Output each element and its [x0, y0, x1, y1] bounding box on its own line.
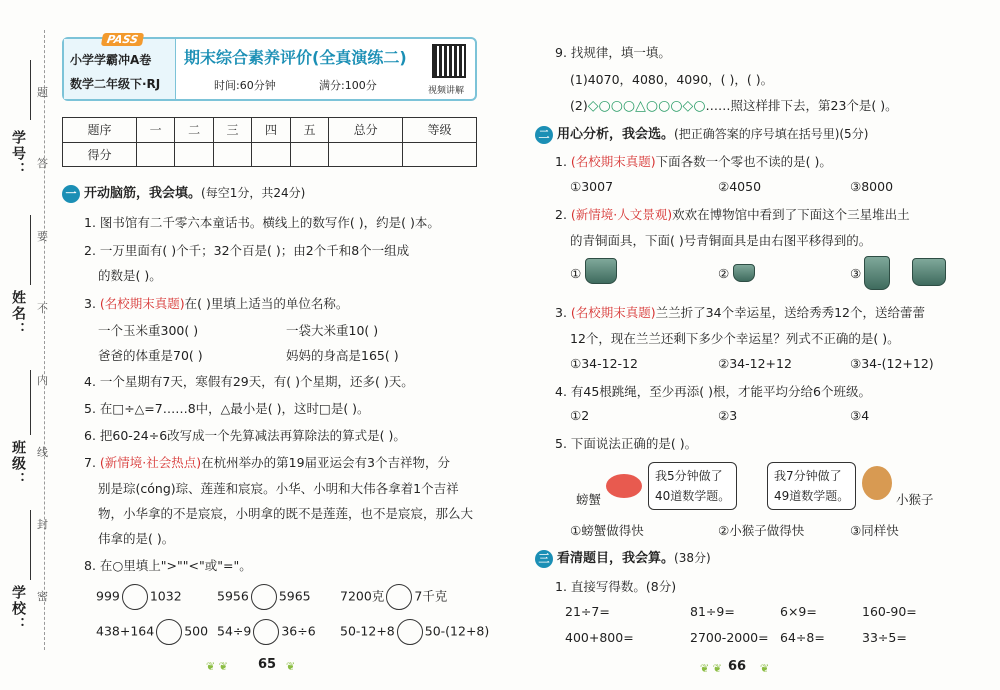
- score-input-cell[interactable]: [252, 142, 290, 167]
- choice-question-3: 3. (名校期末真题)兰兰折了34个幸运星，送给秀秀12个，送给蕾蕾: [555, 305, 925, 320]
- option[interactable]: ②: [718, 266, 730, 281]
- compare-item: 54÷9 36÷6: [217, 619, 316, 645]
- calc-item[interactable]: 81÷9=: [690, 604, 735, 619]
- option[interactable]: ①螃蟹做得快: [570, 523, 644, 538]
- student-id-label: 学号：: [10, 130, 26, 178]
- calc-item[interactable]: 400+800=: [565, 630, 634, 645]
- question-tag: (名校期末真题): [570, 305, 656, 320]
- bronze-mask-icon: [733, 264, 755, 282]
- binding-dashed-line: [44, 30, 45, 650]
- section-1-heading: [62, 182, 305, 203]
- section-3-heading: [535, 547, 711, 568]
- score-table-row: [63, 118, 477, 143]
- score-input-cell[interactable]: [290, 142, 328, 167]
- leaf-decoration-icon: ❦ ❦: [700, 662, 722, 675]
- score-input-cell[interactable]: [213, 142, 251, 167]
- section-number-icon: 二: [535, 126, 553, 144]
- compare-circle[interactable]: [397, 619, 423, 645]
- option[interactable]: ②3: [718, 408, 738, 423]
- school-label: 学校：: [10, 585, 26, 633]
- score-table: [62, 117, 477, 167]
- score-table-cell: 四: [252, 118, 290, 143]
- question-7-cont: 别是琮(cóng)琮、莲莲和宸宸。小华、小明和大伟各拿着1个吉祥: [98, 481, 459, 496]
- question-text: 在杭州举办的第19届亚运会有3个吉祥物，分: [201, 455, 451, 470]
- choice-question-3-cont: 12个，现在兰兰还剩下多少个幸运星？列式不正确的是( )。: [570, 331, 900, 346]
- speech-line: 49道数学题。: [774, 489, 850, 503]
- score-table-cell: 二: [175, 118, 213, 143]
- compare-circle[interactable]: [156, 619, 182, 645]
- student-id-line: [30, 60, 31, 120]
- bronze-mask-icon: [585, 258, 617, 284]
- monkey-icon: [862, 466, 892, 500]
- class-label: 班级：: [10, 440, 26, 488]
- score-table-cell: 总分: [329, 118, 403, 143]
- section-note: (每空1分，共24分): [201, 186, 306, 200]
- section-title: 用心分析，我会选。: [557, 127, 675, 142]
- score-input-cell[interactable]: [403, 142, 477, 167]
- speech-line: 40道数学题。: [655, 489, 731, 503]
- question-2: 2. 一万里面有( )个千；32个百是( )；由2个千和8个一组成: [84, 243, 410, 258]
- question-text: 欢欢在博物馆中看到了下面这个三星堆出土: [672, 207, 910, 222]
- bronze-mask-icon: [864, 256, 890, 290]
- video-explain-label: 视频讲解: [428, 86, 465, 96]
- shape-sequence: ◇○○○△○○○◇○: [587, 98, 706, 114]
- score-table-cell: 等级: [403, 118, 477, 143]
- compare-item: 7200克 7千克: [340, 584, 447, 610]
- compare-circle[interactable]: [253, 619, 279, 645]
- compare-item: 999 1032: [96, 584, 182, 610]
- question-3-item: 一个玉米重300( ): [98, 323, 199, 338]
- compare-circle[interactable]: [251, 584, 277, 610]
- section-2-heading: [535, 123, 868, 144]
- seal-char: 要: [37, 230, 48, 243]
- score-table-cell: 一: [136, 118, 174, 143]
- section-title: 开动脑筋，我会填。: [84, 186, 202, 201]
- choice-question-2-cont: 的青铜面具，下面( )号青铜面具是由右图平移得到的。: [570, 233, 872, 248]
- qr-code-icon[interactable]: [432, 44, 466, 78]
- seal-char: 密: [37, 590, 48, 603]
- calc-item[interactable]: 160-90=: [862, 604, 917, 619]
- calc-item[interactable]: 2700-2000=: [690, 630, 769, 645]
- calc-item[interactable]: 64÷8=: [780, 630, 825, 645]
- score-table-row: [63, 142, 477, 167]
- option[interactable]: ①34-12-12: [570, 356, 638, 371]
- option[interactable]: ①2: [570, 408, 590, 423]
- calc-item[interactable]: 21÷7=: [565, 604, 610, 619]
- name-line: [30, 215, 31, 285]
- exam-header: [62, 33, 477, 101]
- pass-logo: PASS: [101, 33, 144, 46]
- question-tag: (新情境·人文景观): [570, 207, 673, 222]
- option[interactable]: ①3007: [570, 179, 614, 194]
- question-6: 6. 把60-24÷6改写成一个先算减法再算除法的算式是( )。: [84, 428, 406, 443]
- leaf-decoration-icon: ❦ ❦: [206, 660, 228, 673]
- monkey-speech-bubble: [767, 462, 856, 510]
- score-input-cell[interactable]: [329, 142, 403, 167]
- exam-full-score: 满分:100分: [319, 79, 377, 92]
- question-tag: (名校期末真题): [99, 296, 185, 311]
- question-9-2: (2)◇○○○△○○○◇○……照这样排下去，第23个是( )。: [570, 98, 898, 114]
- choice-question-5: 5. 下面说法正确的是( )。: [555, 436, 698, 451]
- question-text: 在( )里填上适当的单位名称。: [184, 296, 349, 311]
- compare-item: 50-12+8 50-(12+8): [340, 619, 489, 645]
- school-line: [30, 510, 31, 580]
- score-table-cell: 五: [290, 118, 328, 143]
- question-text: 兰兰折了34个幸运星，送给秀秀12个，送给蕾蕾: [655, 305, 925, 320]
- seal-char: 不: [37, 302, 48, 315]
- question-text: 下面各数一个零也不读的是( )。: [655, 154, 832, 169]
- question-3-item: 妈妈的身高是165( ): [286, 348, 399, 363]
- option[interactable]: ③同样快: [850, 523, 899, 538]
- calc-item[interactable]: 33÷5=: [862, 630, 907, 645]
- question-7-cont: 伟拿的是( )。: [98, 531, 175, 546]
- class-line: [30, 370, 31, 435]
- speech-line: 我7分钟做了: [774, 469, 842, 483]
- page-number-right: 66: [728, 659, 747, 674]
- seal-char: 题: [37, 86, 48, 99]
- section-note: (把正确答案的序号填在括号里)(5分): [674, 127, 869, 141]
- question-4: 4. 一个星期有7天，寒假有29天，有( )个星期，还多( )天。: [84, 374, 414, 389]
- compare-circle[interactable]: [386, 584, 412, 610]
- page-number-left: 65: [258, 657, 277, 672]
- question-2-cont: 的数是( )。: [98, 268, 162, 283]
- question-3: 3. (名校期末真题)在( )里填上适当的单位名称。: [84, 296, 349, 311]
- question-9: 9. 找规律，填一填。: [555, 45, 671, 60]
- score-table-cell: 得分: [63, 142, 137, 167]
- option[interactable]: ②34-12+12: [718, 356, 792, 371]
- question-tag: (名校期末真题): [570, 154, 656, 169]
- question-7: 7. (新情境·社会热点)在杭州举办的第19届亚运会有3个吉祥物，分: [84, 455, 451, 470]
- seal-char: 线: [37, 446, 48, 459]
- choice-question-1: 1. (名校期末真题)下面各数一个零也不读的是( )。: [555, 154, 832, 169]
- choice-question-2: 2. (新情境·人文景观)欢欢在博物馆中看到了下面这个三星堆出土: [555, 207, 910, 222]
- question-tag: (新情境·社会热点): [99, 455, 202, 470]
- compare-item: 5956 5965: [217, 584, 311, 610]
- question-3-item: 爸爸的体重是70( ): [98, 348, 203, 363]
- score-input-cell[interactable]: [136, 142, 174, 167]
- section-note: (38分): [674, 551, 711, 565]
- option[interactable]: ②小猴子做得快: [718, 523, 805, 538]
- option[interactable]: ①: [570, 266, 582, 281]
- option[interactable]: ③: [850, 266, 862, 281]
- monkey-label: 小猴子: [896, 492, 934, 507]
- series-name: 小学学霸冲A卷: [70, 53, 152, 67]
- calc-question-1: 1. 直接写得数。(8分): [555, 579, 677, 594]
- crab-label: 螃蟹: [576, 492, 602, 507]
- score-input-cell[interactable]: [175, 142, 213, 167]
- section-number-icon: 三: [535, 550, 553, 568]
- leaf-decoration-icon: ❦: [760, 662, 770, 675]
- exam-time: 时间:60分钟: [214, 79, 276, 92]
- compare-circle[interactable]: [122, 584, 148, 610]
- calc-item[interactable]: 6×9=: [780, 604, 817, 619]
- question-9-1: (1)4070，4080，4090，( )，( )。: [570, 72, 774, 87]
- compare-item: 438+164 500: [96, 619, 208, 645]
- question-1: 1. 图书馆有二千零六本童话书。横线上的数写作( )，约是( )本。: [84, 215, 440, 230]
- header-brand-panel: [64, 33, 176, 99]
- score-table-cell: 三: [213, 118, 251, 143]
- question-7-cont: 物，小华拿的不是宸宸，小明拿的既不是莲莲，也不是宸宸，那么大: [98, 506, 474, 521]
- section-number-icon: 一: [62, 185, 80, 203]
- crab-icon: [606, 474, 642, 498]
- option[interactable]: ②4050: [718, 179, 762, 194]
- option[interactable]: ③4: [850, 408, 870, 423]
- seal-char: 封: [37, 518, 48, 531]
- grade-name: 数学二年级下·RJ: [70, 77, 161, 91]
- seal-char: 内: [37, 374, 48, 387]
- question-3-item: 一袋大米重10( ): [286, 323, 379, 338]
- exam-title: 期末综合素养评价(全真演练二): [184, 48, 407, 67]
- question-5: 5. 在□÷△=7……8中，△最小是( )，这时□是( )。: [84, 401, 370, 416]
- leaf-decoration-icon: ❦: [286, 660, 296, 673]
- option[interactable]: ③34-(12+12): [850, 356, 934, 371]
- score-table-cell: 题序: [63, 118, 137, 143]
- question-8: 8. 在○里填上">""<"或"="。: [84, 558, 252, 573]
- bronze-mask-icon: [912, 258, 946, 286]
- crab-speech-bubble: [648, 462, 737, 510]
- speech-line: 我5分钟做了: [655, 469, 723, 483]
- seal-char: 答: [37, 157, 48, 170]
- name-label: 姓名：: [10, 290, 26, 338]
- choice-question-4: 4. 有45根跳绳，至少再添( )根，才能平均分给6个班级。: [555, 384, 871, 399]
- section-title: 看清题目，我会算。: [557, 551, 675, 566]
- option[interactable]: ③8000: [850, 179, 894, 194]
